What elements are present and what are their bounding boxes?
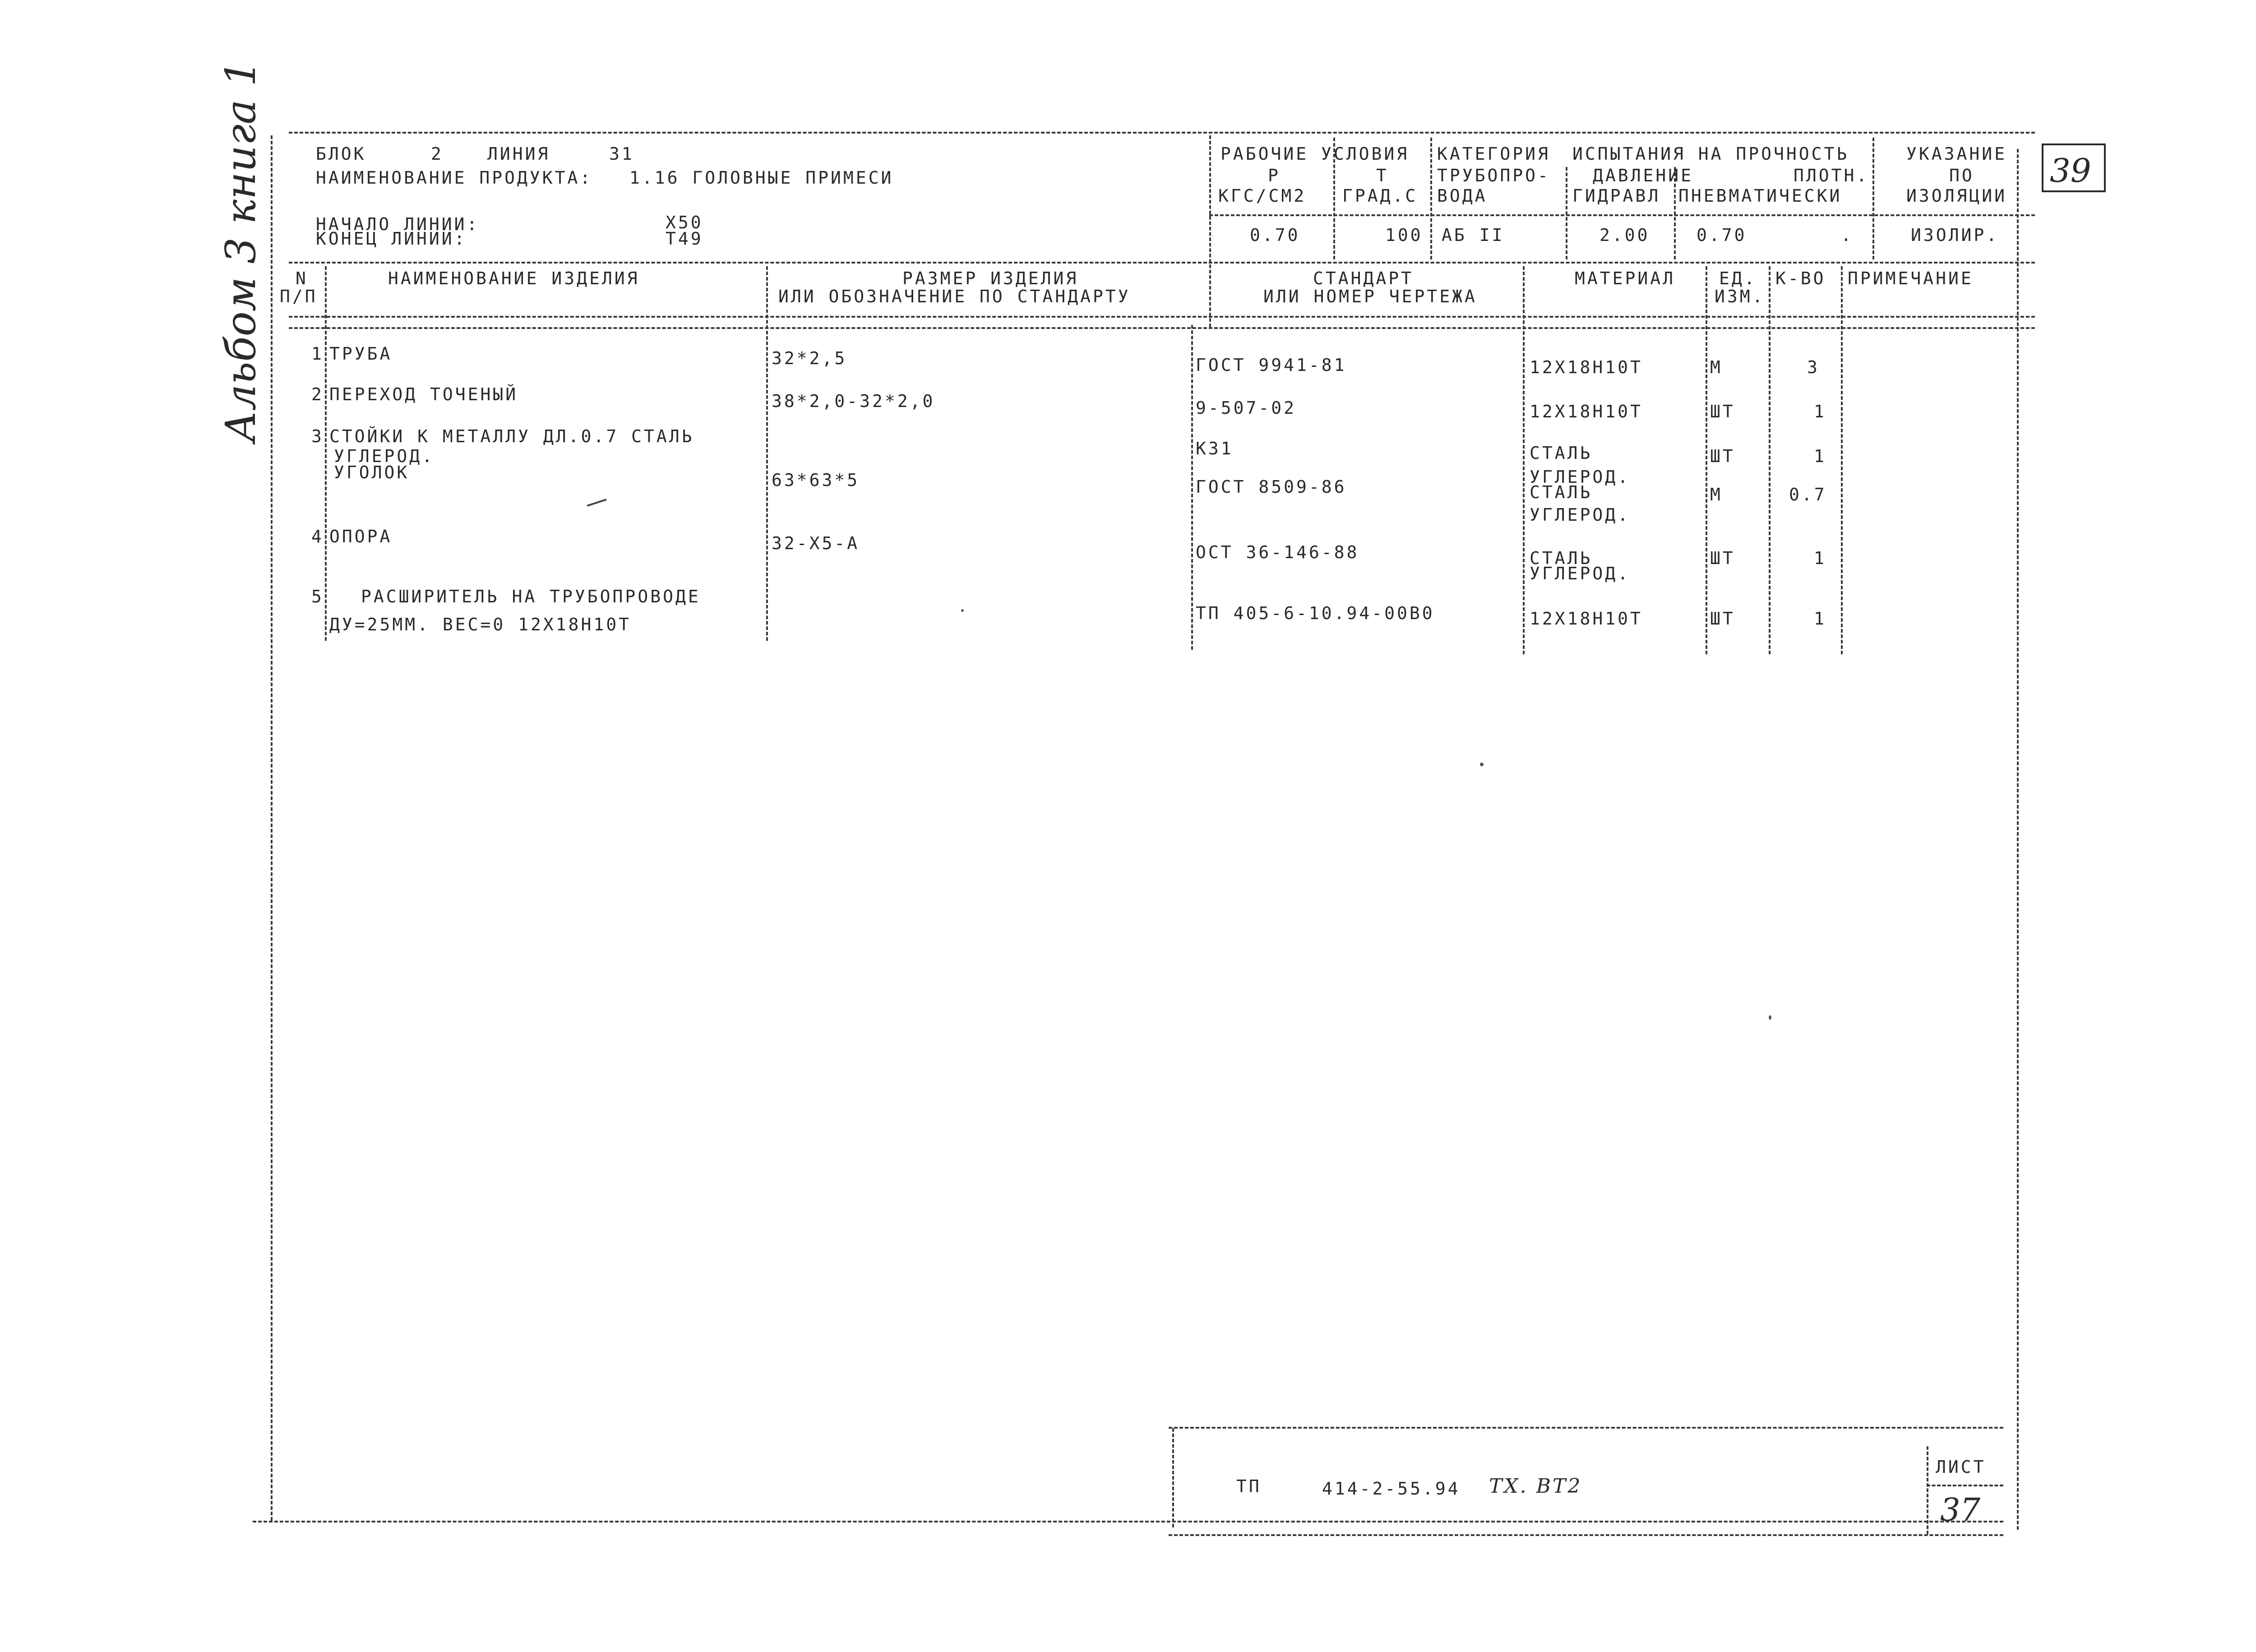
footer-top-line xyxy=(1169,1427,2003,1429)
sheet-cell-left-line xyxy=(1927,1446,1928,1534)
hdr-col-sep xyxy=(1430,138,1432,259)
row-qty: 1 xyxy=(1814,402,1826,421)
frame-top-line xyxy=(289,132,2035,134)
album-note: Альбом 3 книга 1 xyxy=(217,60,265,442)
row-std: ОСТ 36-146-88 xyxy=(1196,542,1359,562)
col-size-line1: РАЗМЕР ИЗДЕЛИЯ xyxy=(902,268,1079,288)
row-unit: ШТ xyxy=(1710,402,1735,421)
sheet-cell-divider xyxy=(1927,1485,2003,1486)
row-material: СТАЛЬ xyxy=(1530,548,1593,568)
insulation-value: ИЗОЛИР. xyxy=(1911,225,1999,245)
row-name: РАСШИРИТЕЛЬ НА ТРУБОПРОВОДЕ xyxy=(361,587,701,606)
table-top-line xyxy=(289,327,2035,329)
row-name-cont: УГЛЕРОД. xyxy=(334,446,435,466)
product-label: НАИМЕНОВАНИЕ ПРОДУКТА: xyxy=(316,168,593,188)
column-header-bottom-line xyxy=(289,316,2035,318)
row-std: К31 xyxy=(1196,439,1234,458)
col-size-line2: ИЛИ ОБОЗНАЧЕНИЕ ПО СТАНДАРТУ xyxy=(778,287,1131,306)
block-value: 2 xyxy=(431,144,444,164)
row-qty: 3 xyxy=(1807,357,1820,377)
insulation-line2: ПО xyxy=(1949,166,1974,185)
footer-bottom-line xyxy=(1169,1534,2003,1536)
row-size: 32-Х5-А xyxy=(772,533,860,553)
col-note: ПРИМЕЧАНИЕ xyxy=(1848,268,1974,288)
row-std: ТП 405-6-10.94-00В0 xyxy=(1196,603,1435,623)
hdr-col-sep xyxy=(1566,167,1567,259)
row-num: 3 xyxy=(311,426,324,446)
row-qty: 1 xyxy=(1814,609,1826,629)
row-num: 5 xyxy=(311,587,324,606)
category-title: КАТЕГОРИЯ xyxy=(1437,144,1550,164)
tbl-col-sep xyxy=(1191,325,1193,650)
row-name: ПЕРЕХОД ТОЧЕНЫЙ xyxy=(329,384,518,404)
tbl-col-sep xyxy=(1523,266,1525,654)
col-material: МАТЕРИАЛ xyxy=(1575,268,1676,288)
row-unit: ШТ xyxy=(1710,446,1735,466)
pressure-label: ДАВЛЕНИЕ xyxy=(1593,166,1694,185)
row-std: ГОСТ 9941-81 xyxy=(1196,355,1347,375)
row-name: УГОЛОК xyxy=(334,463,410,482)
sheet-number: 37 xyxy=(1940,1491,1981,1528)
density-value: . xyxy=(1841,225,1854,245)
scan-speck xyxy=(961,609,964,612)
start-label: НАЧАЛО ЛИНИИ: xyxy=(316,214,480,234)
row-material: 12Х18Н10Т xyxy=(1530,402,1643,421)
doc-prefix: ТП xyxy=(1236,1476,1262,1496)
frame-right-line xyxy=(2017,149,2019,1530)
row-std: ГОСТ 8509-86 xyxy=(1196,477,1347,497)
insulation-line3: ИЗОЛЯЦИИ xyxy=(1906,186,2007,206)
page-number-top: 39 xyxy=(2050,152,2091,190)
tbl-col-sep xyxy=(325,266,327,641)
col-unit-line1: ЕД. xyxy=(1719,268,1757,288)
frame-bottom-line xyxy=(253,1521,2003,1522)
line-value: 31 xyxy=(609,144,634,164)
row-material: СТАЛЬ xyxy=(1530,443,1593,463)
row-material: УГЛЕРОД. xyxy=(1530,467,1631,487)
col-num-line2: П/П xyxy=(280,287,318,306)
hydraulic-label: ГИДРАВЛ xyxy=(1572,186,1661,206)
row-material-cont: УГЛЕРОД. xyxy=(1530,505,1631,525)
header-separator-line xyxy=(289,262,2035,264)
sheet-label: ЛИСТ xyxy=(1936,1457,1986,1477)
line-label: ЛИНИЯ xyxy=(487,144,550,164)
p-value: 0.70 xyxy=(1250,225,1300,245)
row-size: 38*2,0-32*2,0 xyxy=(772,391,935,411)
row-std: 9-507-02 xyxy=(1196,398,1297,418)
pneumatic-value: 0.70 xyxy=(1697,225,1747,245)
row-qty: 0.7 xyxy=(1789,485,1827,504)
t-label: Т xyxy=(1376,166,1389,185)
col-unit-line2: ИЗМ. xyxy=(1715,287,1765,306)
row-num: 4 xyxy=(311,527,324,546)
category-value: АБ II xyxy=(1442,225,1505,245)
header-divider-line xyxy=(1209,135,1211,327)
t-unit: ГРАД.С xyxy=(1342,186,1418,206)
row-name: ТРУБА xyxy=(329,344,393,364)
doc-number: 414-2-55.94 xyxy=(1322,1479,1461,1499)
work-conditions-title: РАБОЧИЕ УСЛОВИЯ xyxy=(1220,144,1410,164)
row-size: 63*63*5 xyxy=(772,470,860,490)
insulation-title: УКАЗАНИЕ xyxy=(1906,144,2007,164)
scan-stroke xyxy=(587,499,606,507)
test-title: ИСПЫТАНИЯ НА ПРОЧНОСТЬ xyxy=(1572,144,1849,164)
col-name: НАИМЕНОВАНИЕ ИЗДЕЛИЯ xyxy=(388,268,640,288)
end-value: Т49 xyxy=(666,229,703,249)
row-name-cont: ДУ=25ММ. ВЕС=0 12Х18Н10Т xyxy=(329,615,632,634)
density-label: ПЛОТН. xyxy=(1794,166,1869,185)
row-material: 12Х18Н10Т xyxy=(1530,357,1643,377)
tbl-col-sep xyxy=(1769,266,1771,654)
tbl-col-sep xyxy=(1706,266,1707,654)
row-material-cont: СТАЛЬ xyxy=(1530,482,1593,502)
row-num: 2 xyxy=(311,384,324,404)
tbl-col-sep xyxy=(1841,266,1843,654)
end-label: КОНЕЦ ЛИНИИ: xyxy=(316,229,467,249)
row-size: 32*2,5 xyxy=(772,348,847,368)
product-value: 1.16 ГОЛОВНЫЕ ПРИМЕСИ xyxy=(629,168,894,188)
row-name: ОПОРА xyxy=(329,527,393,546)
row-unit: М xyxy=(1710,357,1723,377)
p-unit: КГС/СМ2 xyxy=(1218,186,1307,206)
col-qty: К-ВО xyxy=(1775,268,1826,288)
row-material-cont: УГЛЕРОД. xyxy=(1530,564,1631,583)
tbl-col-sep xyxy=(766,266,768,641)
hdr-col-sep xyxy=(1872,138,1874,259)
footer-left-line xyxy=(1172,1428,1174,1527)
frame-left-line xyxy=(271,135,273,1521)
scan-speck xyxy=(1480,763,1484,766)
p-label: Р xyxy=(1268,166,1281,185)
block-label: БЛОК xyxy=(316,144,366,164)
col-std-line1: СТАНДАРТ xyxy=(1313,268,1414,288)
category-line3: ВОДА xyxy=(1437,186,1488,206)
category-line2: ТРУБОПРО- xyxy=(1437,166,1550,185)
start-value: Х50 xyxy=(666,213,703,232)
t-value: 100 xyxy=(1385,225,1423,245)
row-name: СТОЙКИ К МЕТАЛЛУ ДЛ.0.7 СТАЛЬ xyxy=(329,426,694,446)
pneumatic-label: ПНЕВМАТИЧЕСКИ xyxy=(1678,186,1842,206)
scan-speck xyxy=(1769,1015,1771,1020)
row-unit: М xyxy=(1710,485,1723,504)
row-qty: 1 xyxy=(1814,548,1826,568)
row-num: 1 xyxy=(311,344,324,364)
col-num-line1: N xyxy=(296,268,308,288)
row-material: 12Х18Н10Т xyxy=(1530,609,1643,629)
row-qty: 1 xyxy=(1814,446,1826,466)
row-unit: ШТ xyxy=(1710,548,1735,568)
hydraulic-value: 2.00 xyxy=(1600,225,1650,245)
page-number-box xyxy=(2042,143,2106,192)
row-unit: ШТ xyxy=(1710,609,1735,629)
doc-suffix: ТХ. ВТ2 xyxy=(1489,1475,1582,1498)
col-std-line2: ИЛИ НОМЕР ЧЕРТЕЖА xyxy=(1263,287,1477,306)
